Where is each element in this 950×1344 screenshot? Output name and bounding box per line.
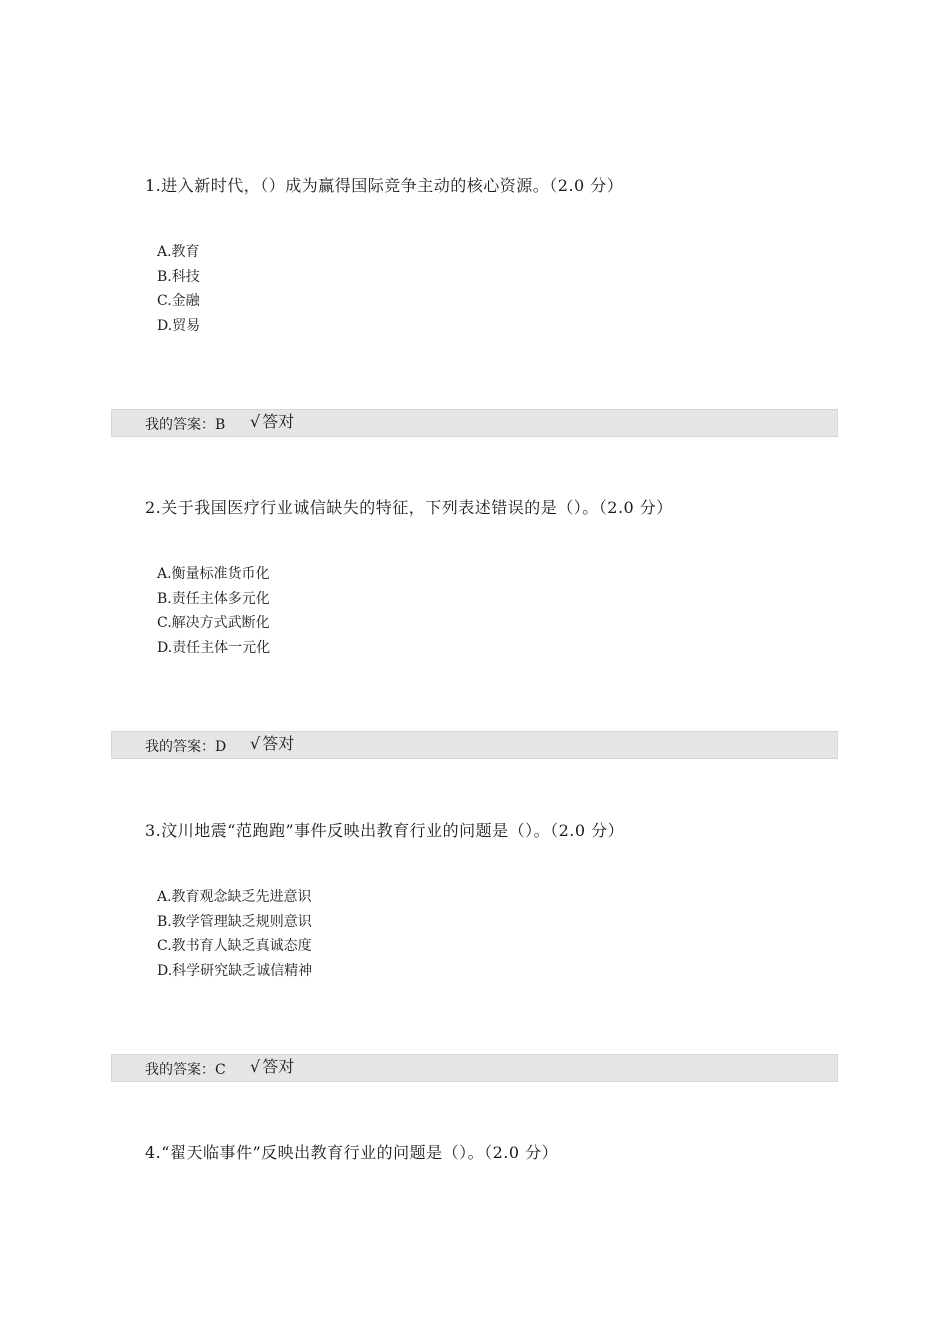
- option-a[interactable]: A.教育观念缺乏先进意识: [157, 889, 312, 905]
- option-d[interactable]: D.责任主体一元化: [157, 640, 271, 657]
- check-icon: √: [250, 1057, 261, 1076]
- answer-bar: [111, 731, 838, 759]
- result-text: 答对: [262, 734, 295, 753]
- option-c[interactable]: C.金融: [157, 293, 200, 310]
- result-text: 答对: [262, 1057, 295, 1076]
- answer-result: [250, 734, 294, 754]
- answer-result: [250, 412, 294, 432]
- option-c[interactable]: C.教书育人缺乏真诚态度: [157, 938, 312, 955]
- options-list: [157, 562, 270, 661]
- question-title: 3.汶川地震“范跑跑”事件反映出教育行业的问题是（）。（2.0 分）: [145, 821, 625, 840]
- result-text: 答对: [262, 412, 295, 431]
- options-list: [157, 240, 200, 339]
- option-b[interactable]: B.科技: [157, 268, 200, 285]
- answer-bar: [111, 1054, 838, 1082]
- option-c[interactable]: C.解决方式武断化: [157, 615, 270, 632]
- option-a[interactable]: A.衡量标准货币化: [157, 566, 270, 582]
- my-answer: 我的答案：D: [145, 739, 227, 755]
- option-d[interactable]: D.科学研究缺乏诚信精神: [157, 963, 313, 980]
- question-title: 2.关于我国医疗行业诚信缺失的特征，下列表述错误的是（）。（2.0 分）: [145, 498, 673, 517]
- check-icon: √: [250, 734, 261, 753]
- my-answer: 我的答案：B: [145, 417, 226, 433]
- option-b[interactable]: B.教学管理缺乏规则意识: [157, 913, 312, 930]
- option-a[interactable]: A.教育: [157, 244, 200, 260]
- answer-bar: [111, 409, 838, 437]
- option-d[interactable]: D.贸易: [157, 318, 201, 335]
- question-title: 4.“翟天临事件”反映出教育行业的问题是（）。（2.0 分）: [145, 1143, 559, 1162]
- answer-result: [250, 1057, 294, 1077]
- check-icon: √: [250, 412, 261, 431]
- my-answer: 我的答案：C: [145, 1062, 226, 1078]
- question-title: 1.进入新时代，（）成为赢得国际竞争主动的核心资源。（2.0 分）: [145, 176, 624, 195]
- options-list: [157, 885, 312, 984]
- option-b[interactable]: B.责任主体多元化: [157, 590, 270, 607]
